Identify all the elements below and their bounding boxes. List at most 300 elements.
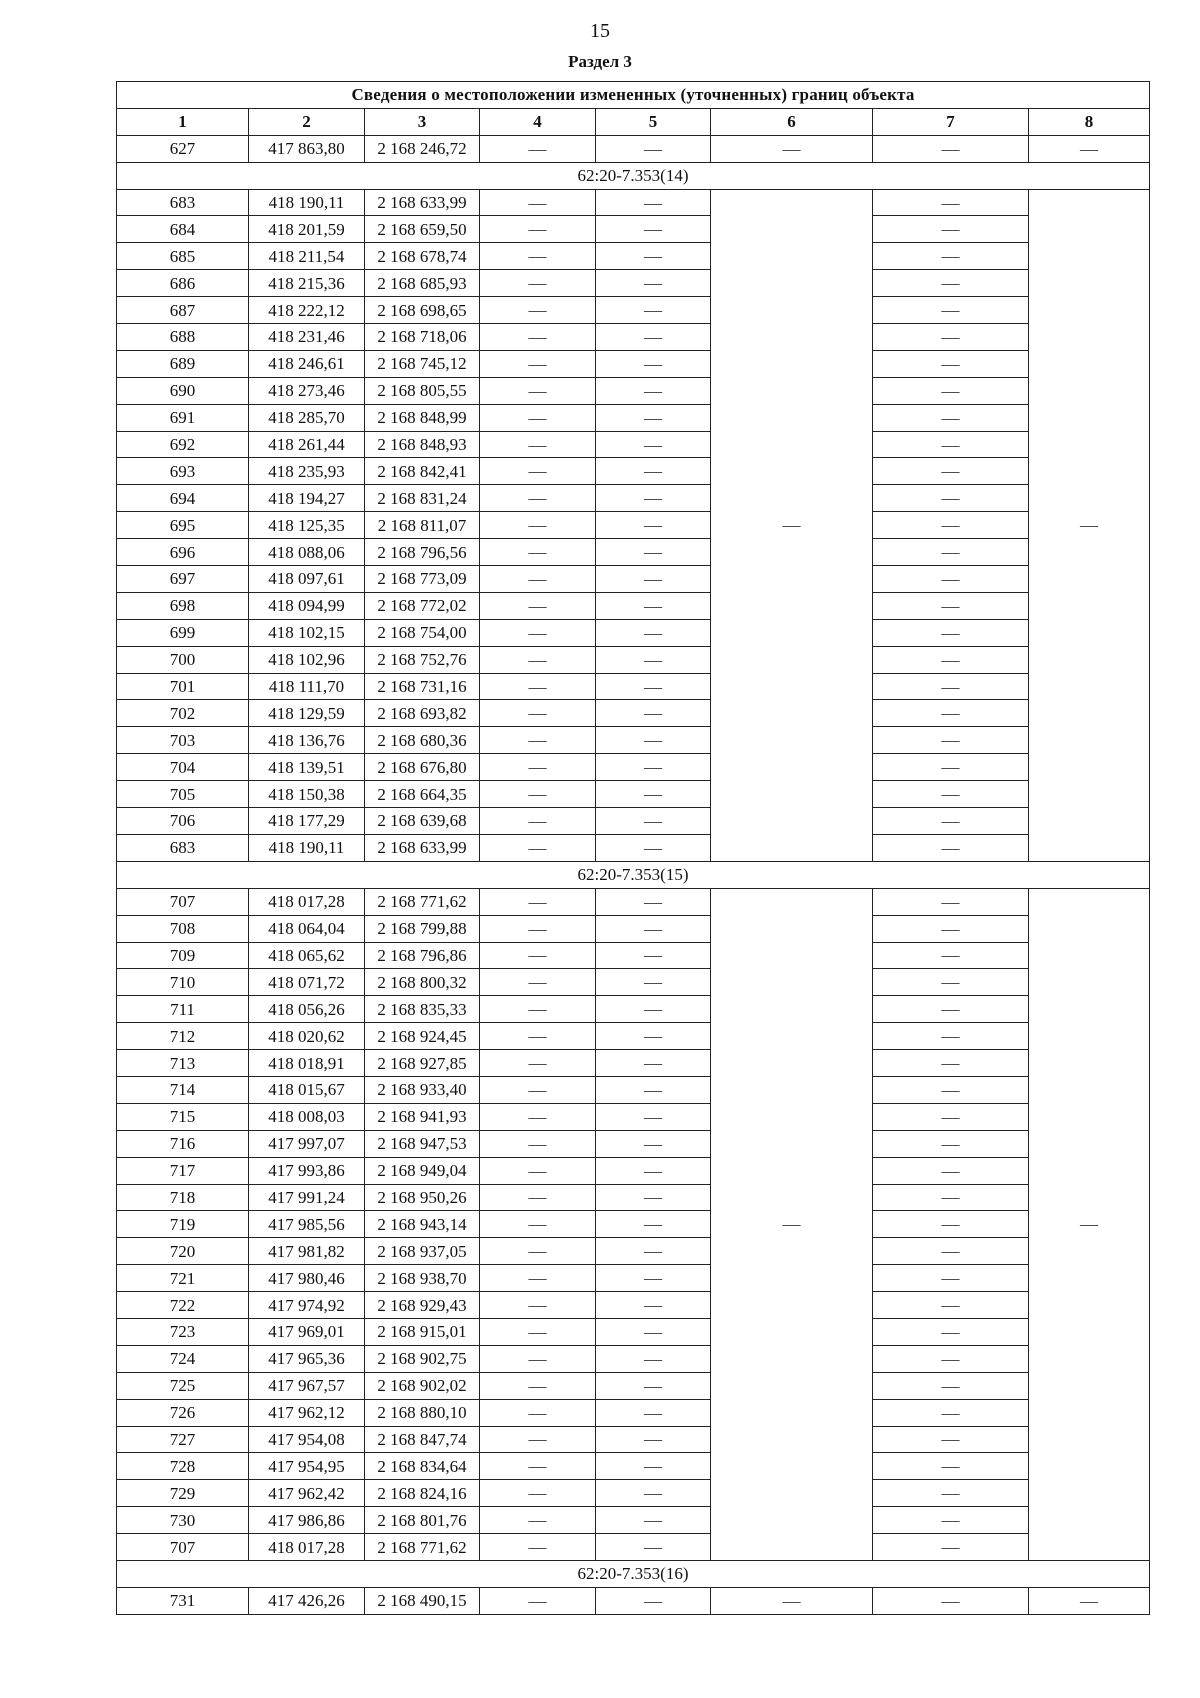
x-coordinate-cell: 418 071,72 bbox=[249, 969, 365, 996]
y-coordinate-cell: 2 168 745,12 bbox=[365, 350, 480, 377]
point-number-cell: 728 bbox=[117, 1453, 249, 1480]
x-coordinate-cell: 418 177,29 bbox=[249, 808, 365, 835]
y-coordinate-cell: 2 168 924,45 bbox=[365, 1023, 480, 1050]
dash-cell: — bbox=[873, 189, 1029, 216]
x-coordinate-cell: 417 980,46 bbox=[249, 1265, 365, 1292]
dash-cell: — bbox=[873, 1050, 1029, 1077]
point-number-cell: 727 bbox=[117, 1426, 249, 1453]
point-number-cell: 731 bbox=[117, 1587, 249, 1614]
table-row bbox=[117, 673, 1150, 700]
table-row bbox=[117, 216, 1150, 243]
dash-cell: — bbox=[873, 1372, 1029, 1399]
dash-cell: — bbox=[873, 431, 1029, 458]
dash-cell: — bbox=[596, 969, 711, 996]
column-number-row bbox=[117, 108, 1150, 135]
table-row bbox=[117, 646, 1150, 673]
table-row bbox=[117, 592, 1150, 619]
dash-cell: — bbox=[873, 969, 1029, 996]
dash-cell: — bbox=[596, 1426, 711, 1453]
merged-dash-cell: — bbox=[1029, 888, 1150, 1560]
dash-cell: — bbox=[873, 1265, 1029, 1292]
group-row bbox=[117, 861, 1150, 888]
point-number-cell: 685 bbox=[117, 243, 249, 270]
dash-cell: — bbox=[480, 1507, 596, 1534]
x-coordinate-cell: 418 261,44 bbox=[249, 431, 365, 458]
dash-cell: — bbox=[596, 1184, 711, 1211]
dash-cell: — bbox=[596, 1480, 711, 1507]
dash-cell: — bbox=[480, 592, 596, 619]
x-coordinate-cell: 418 273,46 bbox=[249, 377, 365, 404]
dash-cell: — bbox=[480, 404, 596, 431]
dash-cell: — bbox=[873, 942, 1029, 969]
table-row bbox=[117, 1345, 1150, 1372]
y-coordinate-cell: 2 168 796,86 bbox=[365, 942, 480, 969]
point-number-cell: 701 bbox=[117, 673, 249, 700]
table-row bbox=[117, 458, 1150, 485]
y-coordinate-cell: 2 168 693,82 bbox=[365, 700, 480, 727]
x-coordinate-cell: 417 426,26 bbox=[249, 1587, 365, 1614]
y-coordinate-cell: 2 168 947,53 bbox=[365, 1130, 480, 1157]
dash-cell: — bbox=[480, 619, 596, 646]
dash-cell: — bbox=[873, 1184, 1029, 1211]
dash-cell: — bbox=[596, 1103, 711, 1130]
dash-cell: — bbox=[873, 1023, 1029, 1050]
point-number-cell: 690 bbox=[117, 377, 249, 404]
x-coordinate-cell: 418 125,35 bbox=[249, 512, 365, 539]
dash-cell: — bbox=[480, 189, 596, 216]
dash-cell: — bbox=[873, 1292, 1029, 1319]
x-coordinate-cell: 418 194,27 bbox=[249, 485, 365, 512]
point-number-cell: 705 bbox=[117, 781, 249, 808]
dash-cell: — bbox=[480, 350, 596, 377]
dash-cell: — bbox=[480, 1211, 596, 1238]
dash-cell: — bbox=[596, 1399, 711, 1426]
dash-cell: — bbox=[480, 646, 596, 673]
point-number-cell: 684 bbox=[117, 216, 249, 243]
dash-cell: — bbox=[596, 1453, 711, 1480]
dash-cell: — bbox=[480, 1345, 596, 1372]
table-row bbox=[117, 969, 1150, 996]
dash-cell: — bbox=[596, 915, 711, 942]
dash-cell: — bbox=[480, 808, 596, 835]
dash-cell: — bbox=[596, 377, 711, 404]
dash-cell: — bbox=[480, 458, 596, 485]
dash-cell: — bbox=[480, 1372, 596, 1399]
dash-cell: — bbox=[480, 512, 596, 539]
x-coordinate-cell: 418 056,26 bbox=[249, 996, 365, 1023]
merged-dash-cell: — bbox=[711, 888, 873, 1560]
y-coordinate-cell: 2 168 937,05 bbox=[365, 1238, 480, 1265]
dash-cell: — bbox=[596, 1050, 711, 1077]
dash-cell: — bbox=[596, 1157, 711, 1184]
dash-cell: — bbox=[480, 1023, 596, 1050]
section-title: Раздел 3 bbox=[568, 52, 632, 71]
group-label: 62:20-7.353(15) bbox=[117, 861, 1150, 888]
dash-cell: — bbox=[480, 1480, 596, 1507]
point-number-cell: 708 bbox=[117, 915, 249, 942]
dash-cell: — bbox=[480, 1184, 596, 1211]
table-row bbox=[117, 1184, 1150, 1211]
table-caption: Сведения о местоположении измененных (уточненных) границ объекта bbox=[117, 82, 1150, 109]
y-coordinate-cell: 2 168 680,36 bbox=[365, 727, 480, 754]
point-number-cell: 710 bbox=[117, 969, 249, 996]
point-number-cell: 696 bbox=[117, 539, 249, 566]
table-row bbox=[117, 512, 1150, 539]
table-row bbox=[117, 1534, 1150, 1561]
dash-cell: — bbox=[873, 1345, 1029, 1372]
group-row bbox=[117, 162, 1150, 189]
dash-cell: — bbox=[480, 915, 596, 942]
y-coordinate-cell: 2 168 698,65 bbox=[365, 297, 480, 324]
x-coordinate-cell: 417 969,01 bbox=[249, 1318, 365, 1345]
dash-cell: — bbox=[873, 512, 1029, 539]
table-row bbox=[117, 1130, 1150, 1157]
table-row bbox=[117, 1426, 1150, 1453]
dash-cell: — bbox=[873, 539, 1029, 566]
x-coordinate-cell: 418 015,67 bbox=[249, 1076, 365, 1103]
dash-cell: — bbox=[596, 727, 711, 754]
dash-cell: — bbox=[480, 1426, 596, 1453]
dash-cell: — bbox=[596, 539, 711, 566]
dash-cell: — bbox=[596, 431, 711, 458]
column-header: 6 bbox=[711, 108, 873, 135]
page-number: 15 bbox=[590, 20, 610, 42]
point-number-cell: 722 bbox=[117, 1292, 249, 1319]
dash-cell: — bbox=[480, 1157, 596, 1184]
dash-cell: — bbox=[480, 216, 596, 243]
y-coordinate-cell: 2 168 799,88 bbox=[365, 915, 480, 942]
point-number-cell: 688 bbox=[117, 324, 249, 351]
y-coordinate-cell: 2 168 773,09 bbox=[365, 566, 480, 593]
y-coordinate-cell: 2 168 847,74 bbox=[365, 1426, 480, 1453]
y-coordinate-cell: 2 168 805,55 bbox=[365, 377, 480, 404]
dash-cell: — bbox=[480, 270, 596, 297]
dash-cell: — bbox=[873, 1211, 1029, 1238]
point-number-cell: 711 bbox=[117, 996, 249, 1023]
x-coordinate-cell: 417 974,92 bbox=[249, 1292, 365, 1319]
x-coordinate-cell: 418 018,91 bbox=[249, 1050, 365, 1077]
dash-cell: — bbox=[480, 700, 596, 727]
dash-cell: — bbox=[596, 270, 711, 297]
y-coordinate-cell: 2 168 490,15 bbox=[365, 1587, 480, 1614]
column-header: 7 bbox=[873, 108, 1029, 135]
point-number-cell: 714 bbox=[117, 1076, 249, 1103]
point-number-cell: 686 bbox=[117, 270, 249, 297]
y-coordinate-cell: 2 168 811,07 bbox=[365, 512, 480, 539]
x-coordinate-cell: 418 190,11 bbox=[249, 189, 365, 216]
table-row bbox=[117, 1453, 1150, 1480]
table-row bbox=[117, 1480, 1150, 1507]
dash-cell: — bbox=[1029, 135, 1150, 162]
x-coordinate-cell: 418 094,99 bbox=[249, 592, 365, 619]
point-number-cell: 721 bbox=[117, 1265, 249, 1292]
point-number-cell: 713 bbox=[117, 1050, 249, 1077]
dash-cell: — bbox=[873, 485, 1029, 512]
dash-cell: — bbox=[873, 324, 1029, 351]
x-coordinate-cell: 418 139,51 bbox=[249, 754, 365, 781]
dash-cell: — bbox=[480, 1587, 596, 1614]
y-coordinate-cell: 2 168 848,99 bbox=[365, 404, 480, 431]
dash-cell: — bbox=[873, 1453, 1029, 1480]
dash-cell: — bbox=[480, 377, 596, 404]
x-coordinate-cell: 418 235,93 bbox=[249, 458, 365, 485]
y-coordinate-cell: 2 168 772,02 bbox=[365, 592, 480, 619]
dash-cell: — bbox=[873, 1480, 1029, 1507]
dash-cell: — bbox=[596, 135, 711, 162]
group-label: 62:20-7.353(14) bbox=[117, 162, 1150, 189]
table-row bbox=[117, 1399, 1150, 1426]
table-row bbox=[117, 1157, 1150, 1184]
table-row bbox=[117, 1507, 1150, 1534]
point-number-cell: 707 bbox=[117, 888, 249, 915]
x-coordinate-cell: 418 097,61 bbox=[249, 566, 365, 593]
point-number-cell: 725 bbox=[117, 1372, 249, 1399]
y-coordinate-cell: 2 168 938,70 bbox=[365, 1265, 480, 1292]
point-number-cell: 729 bbox=[117, 1480, 249, 1507]
table-row bbox=[117, 566, 1150, 593]
dash-cell: — bbox=[596, 808, 711, 835]
dash-cell: — bbox=[596, 566, 711, 593]
table-row bbox=[117, 1587, 1150, 1614]
dash-cell: — bbox=[873, 727, 1029, 754]
dash-cell: — bbox=[596, 243, 711, 270]
dash-cell: — bbox=[480, 969, 596, 996]
dash-cell: — bbox=[873, 1534, 1029, 1561]
x-coordinate-cell: 418 215,36 bbox=[249, 270, 365, 297]
y-coordinate-cell: 2 168 685,93 bbox=[365, 270, 480, 297]
dash-cell: — bbox=[596, 673, 711, 700]
column-header: 1 bbox=[117, 108, 249, 135]
dash-cell: — bbox=[596, 646, 711, 673]
table-row bbox=[117, 1265, 1150, 1292]
point-number-cell: 716 bbox=[117, 1130, 249, 1157]
dash-cell: — bbox=[596, 1238, 711, 1265]
point-number-cell: 699 bbox=[117, 619, 249, 646]
table-row bbox=[117, 270, 1150, 297]
x-coordinate-cell: 417 986,86 bbox=[249, 1507, 365, 1534]
x-coordinate-cell: 417 997,07 bbox=[249, 1130, 365, 1157]
y-coordinate-cell: 2 168 771,62 bbox=[365, 1534, 480, 1561]
x-coordinate-cell: 418 102,96 bbox=[249, 646, 365, 673]
point-number-cell: 703 bbox=[117, 727, 249, 754]
point-number-cell: 697 bbox=[117, 566, 249, 593]
dash-cell: — bbox=[596, 942, 711, 969]
x-coordinate-cell: 418 088,06 bbox=[249, 539, 365, 566]
dash-cell: — bbox=[480, 485, 596, 512]
dash-cell: — bbox=[711, 135, 873, 162]
x-coordinate-cell: 418 065,62 bbox=[249, 942, 365, 969]
dash-cell: — bbox=[873, 754, 1029, 781]
boundary-coordinates-table bbox=[116, 81, 1150, 1615]
dash-cell: — bbox=[596, 1265, 711, 1292]
point-number-cell: 687 bbox=[117, 297, 249, 324]
dash-cell: — bbox=[596, 1292, 711, 1319]
x-coordinate-cell: 418 064,04 bbox=[249, 915, 365, 942]
y-coordinate-cell: 2 168 752,76 bbox=[365, 646, 480, 673]
dash-cell: — bbox=[480, 1050, 596, 1077]
dash-cell: — bbox=[596, 996, 711, 1023]
table-row bbox=[117, 1050, 1150, 1077]
dash-cell: — bbox=[873, 834, 1029, 861]
dash-cell: — bbox=[596, 1211, 711, 1238]
dash-cell: — bbox=[873, 1399, 1029, 1426]
x-coordinate-cell: 418 222,12 bbox=[249, 297, 365, 324]
dash-cell: — bbox=[480, 942, 596, 969]
x-coordinate-cell: 417 954,95 bbox=[249, 1453, 365, 1480]
point-number-cell: 715 bbox=[117, 1103, 249, 1130]
table-row bbox=[117, 1292, 1150, 1319]
x-coordinate-cell: 417 962,12 bbox=[249, 1399, 365, 1426]
column-header: 5 bbox=[596, 108, 711, 135]
point-number-cell: 709 bbox=[117, 942, 249, 969]
table-row bbox=[117, 996, 1150, 1023]
dash-cell: — bbox=[873, 915, 1029, 942]
y-coordinate-cell: 2 168 842,41 bbox=[365, 458, 480, 485]
point-number-cell: 718 bbox=[117, 1184, 249, 1211]
y-coordinate-cell: 2 168 678,74 bbox=[365, 243, 480, 270]
dash-cell: — bbox=[480, 1318, 596, 1345]
x-coordinate-cell: 418 211,54 bbox=[249, 243, 365, 270]
y-coordinate-cell: 2 168 664,35 bbox=[365, 781, 480, 808]
y-coordinate-cell: 2 168 824,16 bbox=[365, 1480, 480, 1507]
dash-cell: — bbox=[711, 1587, 873, 1614]
point-number-cell: 730 bbox=[117, 1507, 249, 1534]
dash-cell: — bbox=[873, 592, 1029, 619]
dash-cell: — bbox=[480, 431, 596, 458]
table-row bbox=[117, 834, 1150, 861]
dash-cell: — bbox=[873, 1318, 1029, 1345]
x-coordinate-cell: 417 863,80 bbox=[249, 135, 365, 162]
dash-cell: — bbox=[596, 700, 711, 727]
table-row bbox=[117, 1023, 1150, 1050]
table-row bbox=[117, 915, 1150, 942]
column-header: 4 bbox=[480, 108, 596, 135]
x-coordinate-cell: 418 231,46 bbox=[249, 324, 365, 351]
dash-cell: — bbox=[873, 673, 1029, 700]
dash-cell: — bbox=[596, 189, 711, 216]
table-row bbox=[117, 942, 1150, 969]
dash-cell: — bbox=[596, 216, 711, 243]
dash-cell: — bbox=[596, 754, 711, 781]
dash-cell: — bbox=[873, 243, 1029, 270]
dash-cell: — bbox=[480, 1103, 596, 1130]
point-number-cell: 720 bbox=[117, 1238, 249, 1265]
dash-cell: — bbox=[480, 727, 596, 754]
dash-cell: — bbox=[596, 888, 711, 915]
y-coordinate-cell: 2 168 949,04 bbox=[365, 1157, 480, 1184]
dash-cell: — bbox=[596, 404, 711, 431]
table-row bbox=[117, 727, 1150, 754]
dash-cell: — bbox=[480, 566, 596, 593]
dash-cell: — bbox=[480, 1265, 596, 1292]
y-coordinate-cell: 2 168 731,16 bbox=[365, 673, 480, 700]
dash-cell: — bbox=[480, 1292, 596, 1319]
y-coordinate-cell: 2 168 927,85 bbox=[365, 1050, 480, 1077]
dash-cell: — bbox=[480, 1534, 596, 1561]
y-coordinate-cell: 2 168 831,24 bbox=[365, 485, 480, 512]
dash-cell: — bbox=[596, 1318, 711, 1345]
dash-cell: — bbox=[873, 1587, 1029, 1614]
dash-cell: — bbox=[480, 1076, 596, 1103]
x-coordinate-cell: 417 962,42 bbox=[249, 1480, 365, 1507]
column-header: 3 bbox=[365, 108, 480, 135]
table-row bbox=[117, 808, 1150, 835]
point-number-cell: 683 bbox=[117, 834, 249, 861]
column-header: 8 bbox=[1029, 108, 1150, 135]
point-number-cell: 726 bbox=[117, 1399, 249, 1426]
point-number-cell: 691 bbox=[117, 404, 249, 431]
dash-cell: — bbox=[873, 1507, 1029, 1534]
dash-cell: — bbox=[1029, 1587, 1150, 1614]
dash-cell: — bbox=[480, 996, 596, 1023]
group-label: 62:20-7.353(16) bbox=[117, 1560, 1150, 1587]
dash-cell: — bbox=[480, 1238, 596, 1265]
dash-cell: — bbox=[480, 673, 596, 700]
point-number-cell: 694 bbox=[117, 485, 249, 512]
table-row bbox=[117, 485, 1150, 512]
x-coordinate-cell: 418 111,70 bbox=[249, 673, 365, 700]
dash-cell: — bbox=[873, 888, 1029, 915]
point-number-cell: 702 bbox=[117, 700, 249, 727]
point-number-cell: 717 bbox=[117, 1157, 249, 1184]
y-coordinate-cell: 2 168 246,72 bbox=[365, 135, 480, 162]
dash-cell: — bbox=[480, 243, 596, 270]
point-number-cell: 707 bbox=[117, 1534, 249, 1561]
x-coordinate-cell: 418 017,28 bbox=[249, 1534, 365, 1561]
dash-cell: — bbox=[873, 619, 1029, 646]
dash-cell: — bbox=[596, 485, 711, 512]
dash-cell: — bbox=[873, 1238, 1029, 1265]
table-row bbox=[117, 1211, 1150, 1238]
dash-cell: — bbox=[596, 1507, 711, 1534]
dash-cell: — bbox=[596, 1534, 711, 1561]
dash-cell: — bbox=[480, 1130, 596, 1157]
dash-cell: — bbox=[873, 996, 1029, 1023]
table-row bbox=[117, 297, 1150, 324]
y-coordinate-cell: 2 168 659,50 bbox=[365, 216, 480, 243]
merged-dash-cell: — bbox=[1029, 189, 1150, 861]
table-row bbox=[117, 888, 1150, 915]
dash-cell: — bbox=[873, 808, 1029, 835]
x-coordinate-cell: 418 201,59 bbox=[249, 216, 365, 243]
dash-cell: — bbox=[873, 216, 1029, 243]
x-coordinate-cell: 418 136,76 bbox=[249, 727, 365, 754]
y-coordinate-cell: 2 168 796,56 bbox=[365, 539, 480, 566]
y-coordinate-cell: 2 168 929,43 bbox=[365, 1292, 480, 1319]
table-row bbox=[117, 754, 1150, 781]
point-number-cell: 706 bbox=[117, 808, 249, 835]
dash-cell: — bbox=[873, 1426, 1029, 1453]
y-coordinate-cell: 2 168 902,75 bbox=[365, 1345, 480, 1372]
dash-cell: — bbox=[480, 1453, 596, 1480]
y-coordinate-cell: 2 168 902,02 bbox=[365, 1372, 480, 1399]
table-row bbox=[117, 781, 1150, 808]
point-number-cell: 683 bbox=[117, 189, 249, 216]
column-header: 2 bbox=[249, 108, 365, 135]
point-number-cell: 719 bbox=[117, 1211, 249, 1238]
table-row bbox=[117, 700, 1150, 727]
x-coordinate-cell: 418 020,62 bbox=[249, 1023, 365, 1050]
dash-cell: — bbox=[480, 781, 596, 808]
x-coordinate-cell: 417 985,56 bbox=[249, 1211, 365, 1238]
dash-cell: — bbox=[596, 458, 711, 485]
y-coordinate-cell: 2 168 633,99 bbox=[365, 189, 480, 216]
table-row bbox=[117, 324, 1150, 351]
y-coordinate-cell: 2 168 943,14 bbox=[365, 1211, 480, 1238]
x-coordinate-cell: 417 954,08 bbox=[249, 1426, 365, 1453]
x-coordinate-cell: 417 981,82 bbox=[249, 1238, 365, 1265]
x-coordinate-cell: 417 967,57 bbox=[249, 1372, 365, 1399]
